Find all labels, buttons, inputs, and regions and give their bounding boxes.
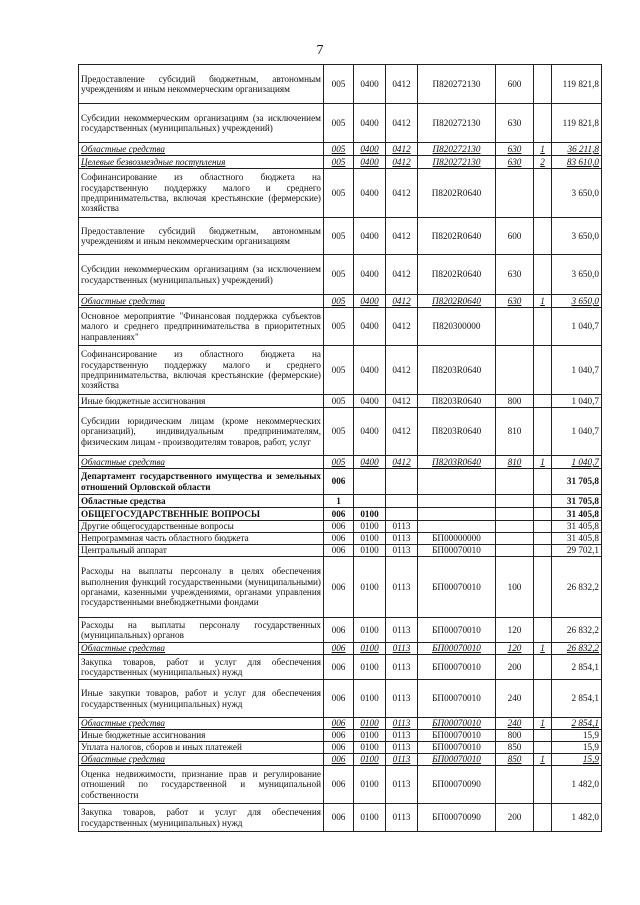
row-funding-source: 1 (534, 718, 552, 730)
row-name: Иные бюджетные ассигнования (79, 730, 324, 742)
row-code: 006 (324, 618, 354, 643)
row-funding-source (534, 169, 552, 218)
row-funding-source (534, 104, 552, 143)
row-subsection (386, 495, 418, 508)
row-section: 0400 (354, 255, 386, 295)
row-expense-type (496, 495, 534, 508)
row-code: 006 (324, 718, 354, 730)
row-subsection: 0113 (386, 655, 418, 680)
row-name: Оценка недвижимости, признание прав и регулирование отношений по государственной и муниципальной собственности (79, 766, 324, 804)
table-row (79, 255, 602, 295)
row-code: 1 (324, 495, 354, 508)
table-row (79, 308, 602, 346)
row-target-article: БП00070090 (418, 804, 496, 832)
row-expense-type: 600 (496, 218, 534, 255)
row-code: 005 (324, 395, 354, 408)
row-code: 006 (324, 643, 354, 655)
table-row (79, 495, 602, 508)
row-section: 0100 (354, 545, 386, 557)
row-name: Расходы на выплаты персоналу в целях обеспечения выполнения функций государственными (муниципальными) органами, казенными учреждениями, органами управления государственными внебюджетными фондами (79, 557, 324, 618)
row-section: 0100 (354, 643, 386, 655)
row-subsection: 0412 (386, 308, 418, 346)
row-amount: 1 040,7 (552, 395, 602, 408)
row-funding-source (534, 766, 552, 804)
row-code: 006 (324, 766, 354, 804)
row-name: Иные закупки товаров, работ и услуг для обеспечения государственных (муниципальных) нужд (79, 680, 324, 718)
table-row (79, 655, 602, 680)
row-funding-source (534, 655, 552, 680)
table-row (79, 730, 602, 742)
row-amount: 1 482,0 (552, 804, 602, 832)
row-expense-type: 120 (496, 618, 534, 643)
row-code: 005 (324, 65, 354, 104)
row-code: 005 (324, 218, 354, 255)
row-target-article: П8202R0640 (418, 169, 496, 218)
table-row (79, 469, 602, 495)
row-code: 006 (324, 730, 354, 742)
row-target-article (418, 521, 496, 533)
row-code: 006 (324, 655, 354, 680)
row-target-article: БП00070090 (418, 766, 496, 804)
row-section: 0400 (354, 143, 386, 156)
row-name: Расходы на выплаты персоналу государственных (муниципальных) органов (79, 618, 324, 643)
row-amount: 31 405,8 (552, 508, 602, 521)
row-amount: 29 702,1 (552, 545, 602, 557)
row-name: Непрограммная часть областного бюджета (79, 533, 324, 545)
row-funding-source (534, 680, 552, 718)
row-subsection: 0412 (386, 156, 418, 169)
row-code: 005 (324, 143, 354, 156)
row-section (354, 495, 386, 508)
row-expense-type: 200 (496, 804, 534, 832)
table-row (79, 508, 602, 521)
row-subsection: 0113 (386, 521, 418, 533)
row-target-article: БП00070010 (418, 545, 496, 557)
row-target-article: П8203R0640 (418, 346, 496, 395)
row-target-article: БП00070010 (418, 557, 496, 618)
row-name: ОБЩЕГОСУДАРСТВЕННЫЕ ВОПРОСЫ (79, 508, 324, 521)
row-amount: 119 821,8 (552, 104, 602, 143)
table-row (79, 456, 602, 469)
table-row (79, 143, 602, 156)
table-row (79, 218, 602, 255)
row-expense-type (496, 508, 534, 521)
row-funding-source: 1 (534, 754, 552, 766)
row-expense-type: 850 (496, 742, 534, 754)
row-section: 0400 (354, 456, 386, 469)
row-subsection: 0412 (386, 346, 418, 395)
table-row (79, 295, 602, 308)
row-code: 006 (324, 754, 354, 766)
row-target-article: БП00070010 (418, 742, 496, 754)
row-target-article: П8202R0640 (418, 295, 496, 308)
row-subsection: 0113 (386, 557, 418, 618)
row-subsection (386, 508, 418, 521)
row-code: 005 (324, 295, 354, 308)
row-name: Иные бюджетные ассигнования (79, 395, 324, 408)
row-amount: 1 040,7 (552, 346, 602, 395)
row-amount: 1 040,7 (552, 408, 602, 456)
table-row (79, 718, 602, 730)
row-target-article: БП00000000 (418, 533, 496, 545)
row-funding-source: 1 (534, 143, 552, 156)
row-subsection: 0412 (386, 169, 418, 218)
row-amount: 15,9 (552, 730, 602, 742)
row-name: Основное мероприятие "Финансовая поддержка субъектов малого и среднего предпринимательства в приоритетных направлениях" (79, 308, 324, 346)
row-target-article: П8202R0640 (418, 255, 496, 295)
row-target-article: П8203R0640 (418, 456, 496, 469)
row-amount: 31 405,8 (552, 533, 602, 545)
row-subsection: 0412 (386, 456, 418, 469)
table-row (79, 618, 602, 643)
row-section: 0100 (354, 680, 386, 718)
row-section: 0400 (354, 308, 386, 346)
row-section: 0100 (354, 557, 386, 618)
row-expense-type: 200 (496, 655, 534, 680)
table-row (79, 766, 602, 804)
row-name: Областные средства (79, 295, 324, 308)
row-target-article: БП00070010 (418, 643, 496, 655)
row-section: 0100 (354, 730, 386, 742)
row-amount: 119 821,8 (552, 65, 602, 104)
row-expense-type: 630 (496, 156, 534, 169)
row-subsection: 0412 (386, 104, 418, 143)
row-code: 006 (324, 469, 354, 495)
table-row (79, 395, 602, 408)
table-row (79, 521, 602, 533)
row-amount: 2 854,1 (552, 655, 602, 680)
row-expense-type: 630 (496, 143, 534, 156)
row-target-article: П820300000 (418, 308, 496, 346)
row-expense-type: 600 (496, 65, 534, 104)
row-section: 0400 (354, 408, 386, 456)
row-target-article: П8203R0640 (418, 408, 496, 456)
row-amount: 31 705,8 (552, 495, 602, 508)
row-code: 006 (324, 742, 354, 754)
row-name: Субсидии юридическим лицам (кроме некоммерческих организаций), индивидуальным предпринимателям, физическим лицам - производителям товаров, работ, услуг (79, 408, 324, 456)
row-funding-source (534, 346, 552, 395)
row-funding-source (534, 218, 552, 255)
row-target-article: П820272130 (418, 156, 496, 169)
row-expense-type: 850 (496, 754, 534, 766)
row-expense-type: 100 (496, 557, 534, 618)
row-target-article: БП00070010 (418, 680, 496, 718)
row-name: Департамент государственного имущества и земельных отношений Орловской области (79, 469, 324, 495)
table-row (79, 156, 602, 169)
row-expense-type: 630 (496, 255, 534, 295)
row-expense-type (496, 766, 534, 804)
row-funding-source: 1 (534, 643, 552, 655)
row-funding-source (534, 730, 552, 742)
row-amount: 15,9 (552, 754, 602, 766)
table-row (79, 804, 602, 832)
row-section: 0100 (354, 754, 386, 766)
table-row (79, 680, 602, 718)
row-subsection: 0412 (386, 395, 418, 408)
row-subsection: 0113 (386, 804, 418, 832)
row-code: 005 (324, 308, 354, 346)
row-target-article: П8202R0640 (418, 218, 496, 255)
row-section: 0100 (354, 508, 386, 521)
row-name: Областные средства (79, 456, 324, 469)
row-code: 006 (324, 533, 354, 545)
row-expense-type: 240 (496, 718, 534, 730)
row-expense-type: 810 (496, 408, 534, 456)
row-expense-type (496, 545, 534, 557)
row-funding-source (534, 495, 552, 508)
row-name: Софинансирование из областного бюджета на государственную поддержку малого и среднего предпринимательства, включая крестьянские (фермерские) хозяйства (79, 346, 324, 395)
row-funding-source (534, 742, 552, 754)
row-amount: 3 650,0 (552, 295, 602, 308)
row-name: Закупка товаров, работ и услуг для обеспечения государственных (муниципальных) нужд (79, 655, 324, 680)
table-row (79, 754, 602, 766)
row-target-article (418, 495, 496, 508)
row-funding-source (534, 255, 552, 295)
row-name: Субсидии некоммерческим организациям (за исключением государственных (муниципальных) учреждений) (79, 104, 324, 143)
row-subsection: 0412 (386, 255, 418, 295)
row-section: 0100 (354, 766, 386, 804)
row-amount: 3 650,0 (552, 218, 602, 255)
row-subsection: 0113 (386, 754, 418, 766)
row-expense-type (496, 469, 534, 495)
row-funding-source: 1 (534, 456, 552, 469)
row-amount: 2 854,1 (552, 680, 602, 718)
row-funding-source (534, 533, 552, 545)
row-expense-type (496, 533, 534, 545)
row-funding-source (534, 557, 552, 618)
row-target-article: П8203R0640 (418, 395, 496, 408)
row-code: 006 (324, 804, 354, 832)
row-expense-type: 120 (496, 643, 534, 655)
row-section: 0100 (354, 618, 386, 643)
row-code: 006 (324, 521, 354, 533)
budget-table (78, 64, 602, 832)
table-row (79, 557, 602, 618)
row-code: 005 (324, 104, 354, 143)
row-expense-type: 810 (496, 456, 534, 469)
row-subsection: 0412 (386, 65, 418, 104)
row-subsection: 0113 (386, 742, 418, 754)
row-expense-type: 800 (496, 395, 534, 408)
row-amount: 83 610,0 (552, 156, 602, 169)
page-number: 7 (316, 43, 324, 58)
table-row (79, 533, 602, 545)
row-subsection: 0113 (386, 766, 418, 804)
row-name: Уплата налогов, сборов и иных платежей (79, 742, 324, 754)
row-code: 005 (324, 156, 354, 169)
row-code: 005 (324, 408, 354, 456)
row-funding-source: 1 (534, 295, 552, 308)
row-section: 0100 (354, 804, 386, 832)
row-name: Закупка товаров, работ и услуг для обеспечения государственных (муниципальных) нужд (79, 804, 324, 832)
row-section: 0400 (354, 104, 386, 143)
row-code: 006 (324, 508, 354, 521)
row-funding-source (534, 308, 552, 346)
row-name: Областные средства (79, 143, 324, 156)
row-subsection: 0113 (386, 618, 418, 643)
row-funding-source: 2 (534, 156, 552, 169)
row-subsection: 0113 (386, 718, 418, 730)
row-name: Софинансирование из областного бюджета на государственную поддержку малого и среднего предпринимательства, включая крестьянские (фермерские) хозяйства (79, 169, 324, 218)
row-target-article: БП00070010 (418, 718, 496, 730)
row-section (354, 469, 386, 495)
row-name: Другие общегосударственные вопросы (79, 521, 324, 533)
row-expense-type (496, 169, 534, 218)
row-subsection: 0412 (386, 143, 418, 156)
row-target-article: П820272130 (418, 104, 496, 143)
row-expense-type: 630 (496, 295, 534, 308)
row-subsection: 0412 (386, 408, 418, 456)
row-name: Областные средства (79, 718, 324, 730)
row-target-article: БП00070010 (418, 730, 496, 742)
row-name: Субсидии некоммерческим организациям (за исключением государственных (муниципальных) учреждений) (79, 255, 324, 295)
row-subsection: 0113 (386, 730, 418, 742)
row-section: 0100 (354, 655, 386, 680)
row-section: 0400 (354, 65, 386, 104)
row-funding-source (534, 804, 552, 832)
row-subsection: 0113 (386, 545, 418, 557)
table-row (79, 104, 602, 143)
table-row (79, 346, 602, 395)
row-section: 0400 (354, 169, 386, 218)
row-amount: 1 040,7 (552, 308, 602, 346)
row-amount: 2 854,1 (552, 718, 602, 730)
row-subsection: 0412 (386, 218, 418, 255)
row-section: 0100 (354, 521, 386, 533)
row-target-article: П820272130 (418, 143, 496, 156)
table-row (79, 545, 602, 557)
row-section: 0400 (354, 218, 386, 255)
row-subsection: 0113 (386, 643, 418, 655)
row-expense-type (496, 521, 534, 533)
row-funding-source (534, 618, 552, 643)
table-row (79, 643, 602, 655)
row-section: 0100 (354, 533, 386, 545)
row-amount: 26 832,2 (552, 557, 602, 618)
row-amount: 15,9 (552, 742, 602, 754)
row-code: 005 (324, 255, 354, 295)
row-subsection: 0113 (386, 533, 418, 545)
row-name: Областные средства (79, 495, 324, 508)
table-body (79, 65, 602, 832)
row-target-article: П820272130 (418, 65, 496, 104)
row-funding-source (534, 545, 552, 557)
row-target-article: БП00070010 (418, 618, 496, 643)
row-subsection: 0412 (386, 295, 418, 308)
row-name: Областные средства (79, 754, 324, 766)
row-name: Целевые безвозмездные поступления (79, 156, 324, 169)
row-subsection (386, 469, 418, 495)
table-row (79, 408, 602, 456)
row-section: 0100 (354, 718, 386, 730)
row-expense-type: 800 (496, 730, 534, 742)
row-name: Центральный аппарат (79, 545, 324, 557)
row-code: 005 (324, 456, 354, 469)
row-target-article (418, 508, 496, 521)
row-expense-type (496, 308, 534, 346)
row-funding-source (534, 395, 552, 408)
row-target-article: БП00070010 (418, 655, 496, 680)
row-subsection: 0113 (386, 680, 418, 718)
table-row (79, 65, 602, 104)
row-funding-source (534, 521, 552, 533)
row-funding-source (534, 408, 552, 456)
row-amount: 1 482,0 (552, 766, 602, 804)
row-code: 006 (324, 545, 354, 557)
row-funding-source (534, 508, 552, 521)
row-section: 0100 (354, 742, 386, 754)
row-code: 006 (324, 680, 354, 718)
row-section: 0400 (354, 156, 386, 169)
row-amount: 36 211,8 (552, 143, 602, 156)
row-amount: 3 650,0 (552, 255, 602, 295)
table-row (79, 742, 602, 754)
row-code: 005 (324, 169, 354, 218)
row-funding-source (534, 65, 552, 104)
row-name: Предоставление субсидий бюджетным, автономным учреждениям и иным некоммерческим организациям (79, 65, 324, 104)
row-expense-type: 630 (496, 104, 534, 143)
row-name: Областные средства (79, 643, 324, 655)
table-row (79, 169, 602, 218)
row-funding-source (534, 469, 552, 495)
row-expense-type (496, 346, 534, 395)
row-section: 0400 (354, 295, 386, 308)
row-section: 0400 (354, 346, 386, 395)
row-target-article (418, 469, 496, 495)
row-amount: 31 705,8 (552, 469, 602, 495)
row-expense-type: 240 (496, 680, 534, 718)
row-name: Предоставление субсидий бюджетным, автономным учреждениям и иным некоммерческим организациям (79, 218, 324, 255)
row-code: 005 (324, 346, 354, 395)
row-section: 0400 (354, 395, 386, 408)
row-target-article: БП00070010 (418, 754, 496, 766)
row-code: 006 (324, 557, 354, 618)
row-amount: 26 832,2 (552, 618, 602, 643)
row-amount: 3 650,0 (552, 169, 602, 218)
row-amount: 31 405,8 (552, 521, 602, 533)
row-amount: 1 040,7 (552, 456, 602, 469)
row-amount: 26 832,2 (552, 643, 602, 655)
